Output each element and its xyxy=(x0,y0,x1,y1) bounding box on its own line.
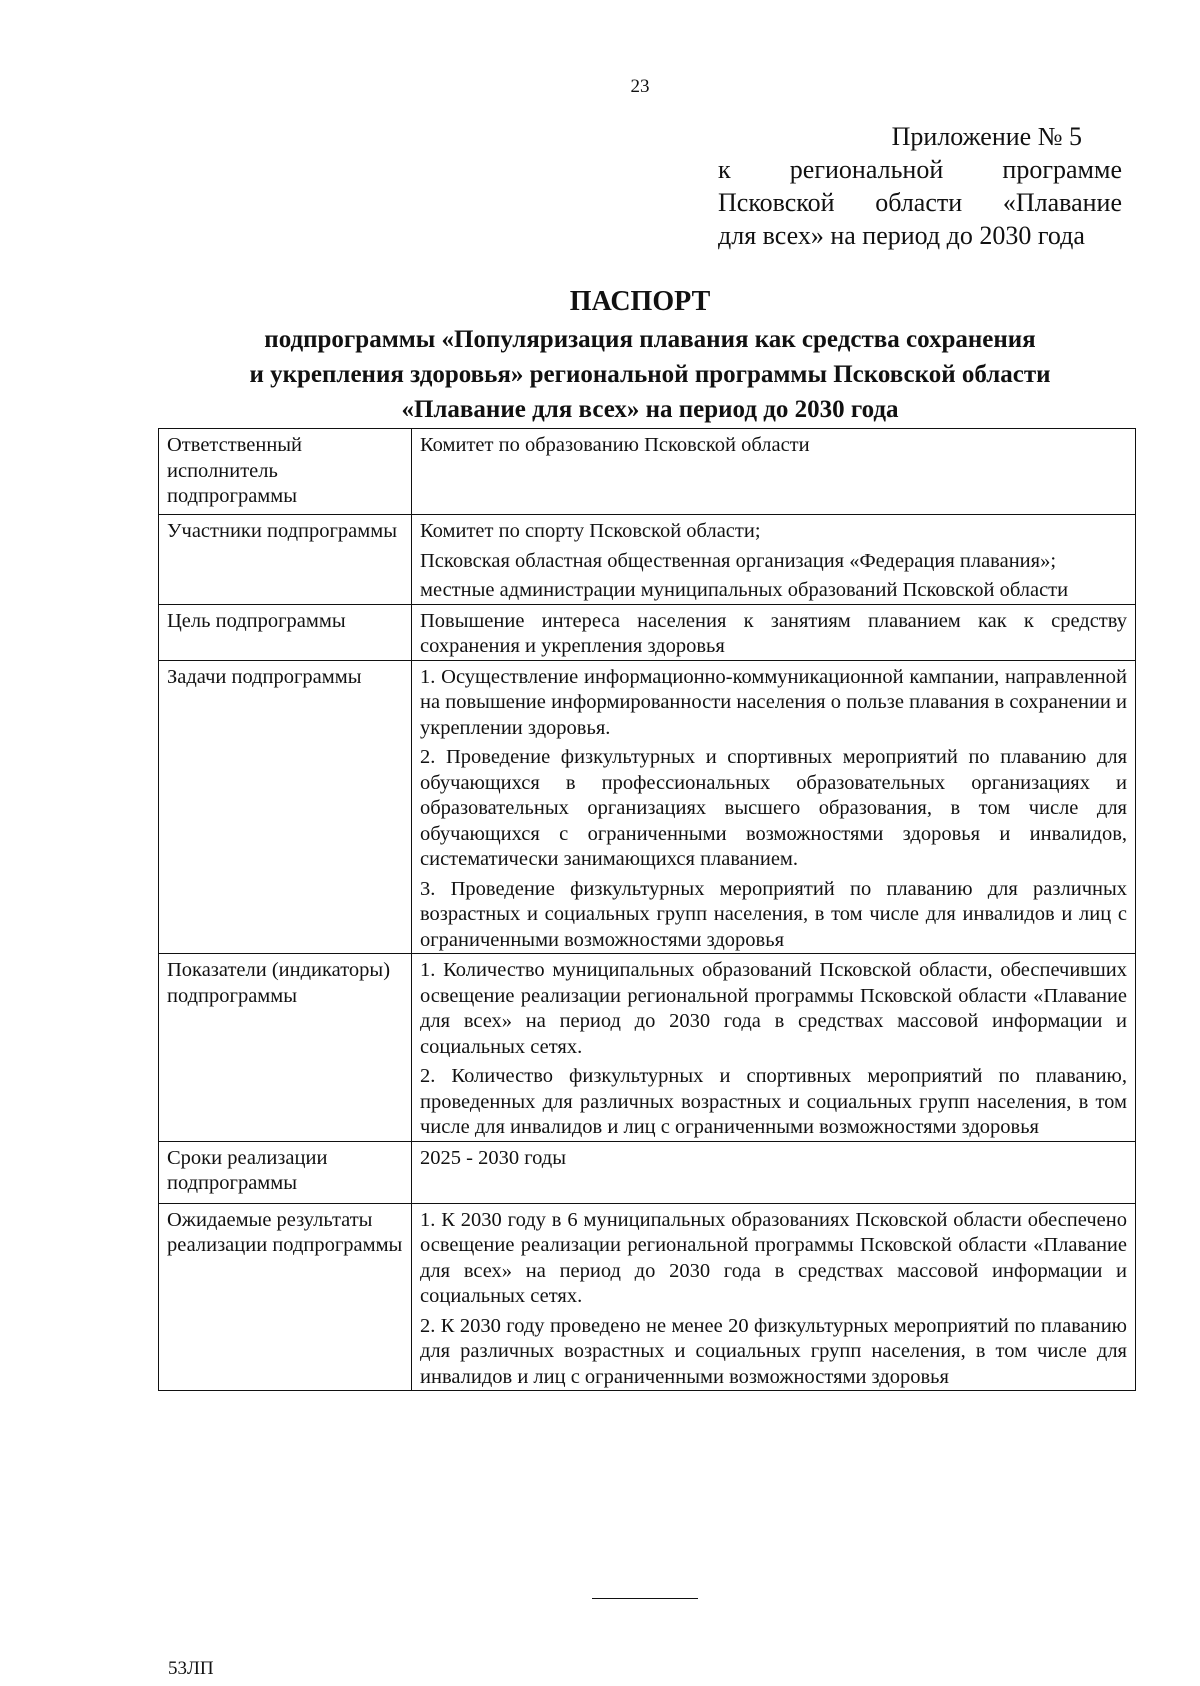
appendix-line: Псковской области «Плавание xyxy=(718,188,1122,217)
appendix-block xyxy=(718,120,1122,252)
row-paragraph: Псковская областная общественная организация «Федерация плавания»; xyxy=(420,549,1057,572)
row-label: Показатели (индикаторы) подпрограммы xyxy=(159,954,412,1142)
table-row xyxy=(159,660,1136,954)
row-paragraph: 2. Проведение физкультурных и спортивных мероприятий по плаванию для обучающихся в профессиональных образовательных организациях и образовательных организациях высшего образования, в том числе для обучающихся с ограниченными возможностями здоровья и инвалидов, систематически занимающихся плаванием. xyxy=(420,746,1127,870)
row-paragraph: Комитет по спорту Псковской области; xyxy=(420,520,761,542)
table-row xyxy=(159,604,1136,660)
table-row xyxy=(159,429,1136,515)
appendix-line: к региональной программе xyxy=(718,155,1122,184)
subtitle-line: «Плавание для всех» на период до 2030 года xyxy=(401,396,899,423)
table-row xyxy=(159,954,1136,1142)
passport-table xyxy=(158,428,1136,1391)
appendix-body xyxy=(718,153,1122,252)
subtitle-line: и укрепления здоровья» региональной программы Псковской области xyxy=(249,361,1051,388)
passport-title: ПАСПОРТ xyxy=(569,286,711,317)
row-paragraph: 2. Количество физкультурных и спортивных мероприятий по плаванию, проведенных для различных возрастных и социальных групп населения, в том числе для инвалидов и лиц с ограниченными возможностями здоровья xyxy=(420,1065,1127,1138)
row-content xyxy=(412,660,1136,954)
row-paragraph: 1. Количество муниципальных образований Псковской области, обеспечивших освещение реализации региональной программы Псковской области «Плавание для всех» на период до 2030 года в средствах массовой информации и социальных сетях. xyxy=(420,959,1127,1058)
row-paragraph: 1. Осуществление информационно-коммуникационной кампании, направленной на повышение информированности населения о пользе плавания в сохранении и укреплении здоровья. xyxy=(420,665,1127,739)
appendix-title: Приложение № 5 xyxy=(891,122,1082,151)
table-row xyxy=(159,515,1136,605)
passport-subtitle xyxy=(150,322,1150,427)
row-paragraph: местные администрации муниципальных образований Псковской области xyxy=(420,579,1069,601)
footer-divider xyxy=(592,1598,698,1599)
row-label: Ответственный исполнитель подпрограммы xyxy=(159,429,412,515)
row-label: Задачи подпрограммы xyxy=(159,660,412,954)
row-label: Сроки реализации подпрограммы xyxy=(159,1141,412,1203)
footer-code: 53ЛП xyxy=(168,1658,214,1679)
table-row xyxy=(159,1203,1136,1391)
row-label: Ожидаемые результаты реализации подпрограммы xyxy=(159,1203,412,1391)
row-paragraph: 1. К 2030 году в 6 муниципальных образованиях Псковской области обеспечено освещение реализации региональной программы Псковской области «Плавание для всех» на период до 2030 года в средствах массовой информации и социальных сетях. xyxy=(420,1208,1127,1307)
row-label: Участники подпрограммы xyxy=(159,515,412,605)
row-content xyxy=(412,1203,1136,1391)
row-paragraph: 2. К 2030 году проведено не менее 20 физкультурных мероприятий по плаванию для различных возрастных и социальных групп населения, в том числе для инвалидов и лиц с ограниченными возможностями здоровья xyxy=(420,1314,1127,1388)
subtitle-line: подпрограммы «Популяризация плавания как средства сохранения xyxy=(264,326,1036,353)
row-paragraph: Комитет по образованию Псковской области xyxy=(420,434,810,456)
row-paragraph: 3. Проведение физкультурных мероприятий по плаванию для различных возрастных и социальных групп населения, в том числе для инвалидов и лиц с ограниченными возможностями здоровья xyxy=(420,877,1127,951)
table-row xyxy=(159,1141,1136,1203)
row-content xyxy=(412,954,1136,1142)
row-paragraph: Повышение интереса населения к занятиям плаванием как к средству сохранения и укрепления здоровья xyxy=(420,609,1127,657)
row-content xyxy=(412,515,1136,605)
page-number: 23 xyxy=(630,76,650,97)
row-paragraph: 2025 - 2030 годы xyxy=(420,1146,566,1169)
row-label: Цель подпрограммы xyxy=(159,604,412,660)
appendix-line: для всех» на период до 2030 года xyxy=(718,221,1085,250)
row-content xyxy=(412,604,1136,660)
row-content xyxy=(412,1141,1136,1203)
row-content xyxy=(412,429,1136,515)
